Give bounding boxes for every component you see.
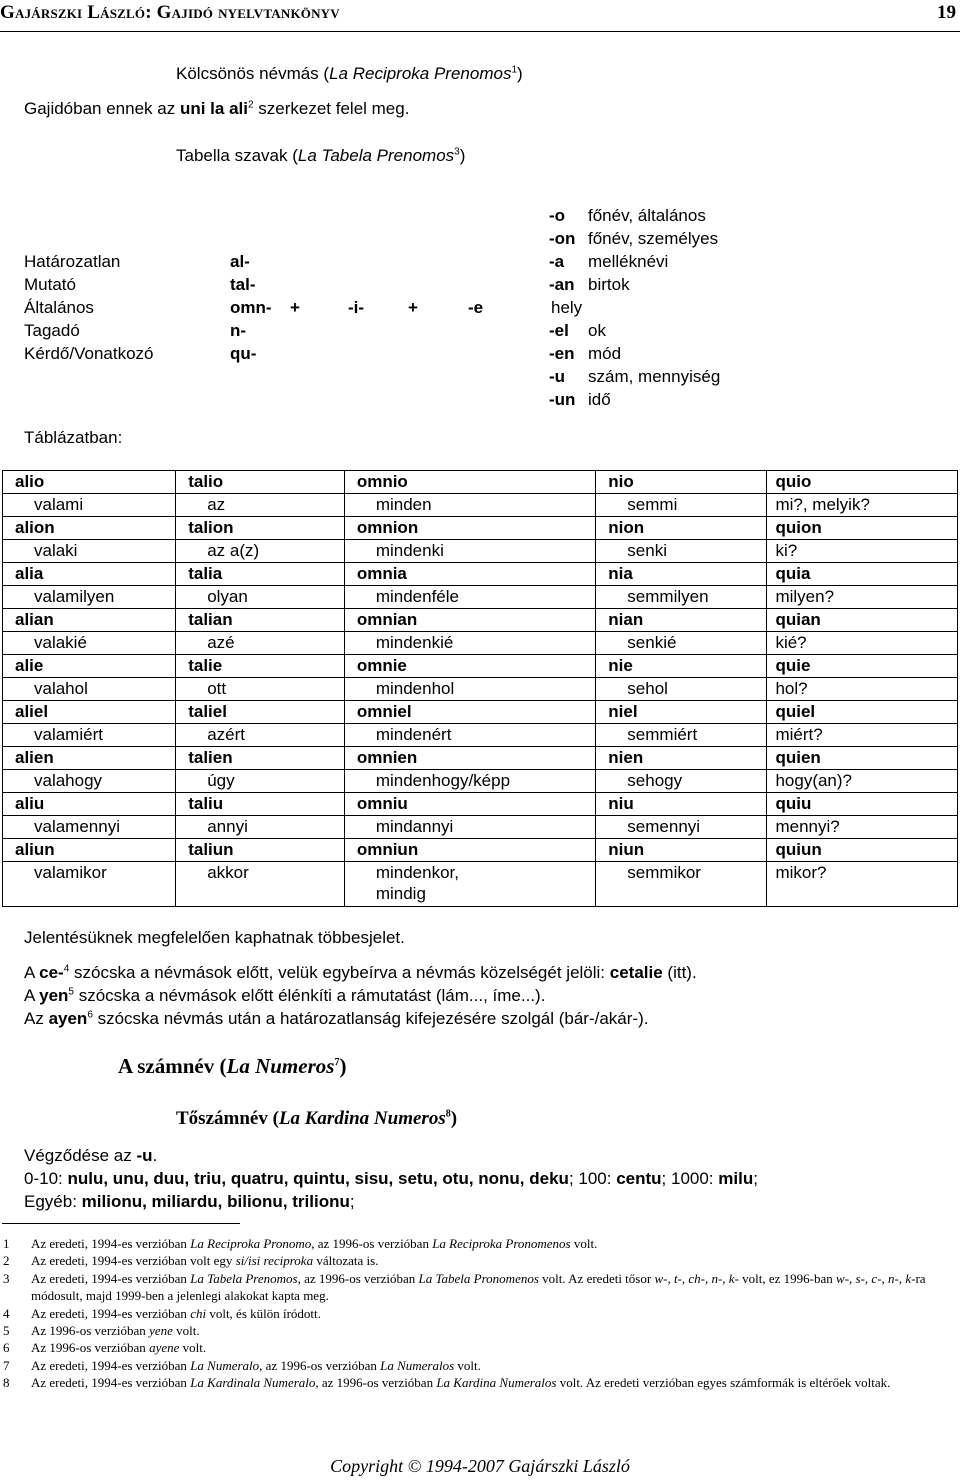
table-cell: quiun xyxy=(767,839,958,862)
heading-text: A számnév ( xyxy=(118,1054,227,1078)
table-cell: semennyi xyxy=(596,816,767,839)
suffix: -an xyxy=(549,275,575,294)
ayen-note xyxy=(24,1009,648,1029)
table-cell: mindenféle xyxy=(344,586,595,609)
table-row xyxy=(3,793,958,816)
footnote-number: 1 xyxy=(3,1236,10,1251)
table-cell: ott xyxy=(176,678,345,701)
table-cell: semmilyen xyxy=(596,586,767,609)
table-cell: quia xyxy=(767,563,958,586)
table-cell: alio xyxy=(3,471,176,494)
table-cell: niun xyxy=(596,839,767,862)
footnote-ref: 6 xyxy=(87,1009,93,1021)
table-cell: nio xyxy=(596,471,767,494)
footnote-ref: 4 xyxy=(63,963,70,975)
plural-note: Jelentésüknek megfelelően kaphatnak többesjelet. xyxy=(24,928,405,947)
table-cell: mindenhol xyxy=(344,678,595,701)
prefix: al- xyxy=(230,252,250,271)
table-row xyxy=(3,724,958,747)
footnote-number: 2 xyxy=(3,1253,10,1269)
table-cell: omnian xyxy=(344,609,595,632)
suffix-meaning: hely xyxy=(551,298,583,317)
suffix-meaning: melléknévi xyxy=(588,252,669,271)
suffix: -o xyxy=(549,206,566,225)
category-label: Határozatlan xyxy=(24,252,121,271)
table-cell: niel xyxy=(596,701,767,724)
table-cell: senkié xyxy=(596,632,767,655)
table-cell: semmi xyxy=(596,494,767,517)
table-row xyxy=(3,816,958,839)
table-cell: nion xyxy=(596,517,767,540)
text: Az xyxy=(24,1009,49,1028)
table-cell: omniu xyxy=(344,793,595,816)
prefix: n- xyxy=(230,321,247,340)
footnote-italic: La Tabela Pronomenos xyxy=(418,1270,539,1286)
heading-text: ) xyxy=(517,64,523,83)
footnote-italic: si/isi reciproka xyxy=(235,1253,314,1269)
footnote-italic: yene xyxy=(149,1323,173,1339)
heading-text: ) xyxy=(450,1108,458,1129)
footnote-text: volt, ez 1996-ban xyxy=(738,1270,837,1286)
table-row xyxy=(3,678,958,701)
footnote-italic: La Numeralo xyxy=(190,1357,260,1373)
text: . xyxy=(152,1146,158,1165)
table-cell: mindenki xyxy=(344,540,595,563)
bold-term: nulu, unu, duu, triu, quatru, quintu, sisu, setu, otu, nonu, deku xyxy=(67,1169,569,1188)
text: Egyéb: xyxy=(24,1192,82,1211)
table-cell: annyi xyxy=(176,816,345,839)
suffix-meaning: birtok xyxy=(588,275,630,294)
table-cell: mi?, melyik? xyxy=(767,494,958,517)
text: 0-10: xyxy=(24,1169,68,1188)
footnote-text: változata is. xyxy=(313,1253,379,1269)
footnote-text: volt. xyxy=(179,1340,207,1356)
footnote xyxy=(0,1357,958,1374)
text: ; 100: xyxy=(568,1169,617,1188)
footnotes xyxy=(0,1235,958,1392)
table-cell: mindannyi xyxy=(344,816,595,839)
section-heading xyxy=(118,1054,346,1079)
table-cell: quion xyxy=(767,517,958,540)
footnote-italic: La Reciproka Pronomo xyxy=(190,1236,312,1251)
heading-text: ) xyxy=(339,1054,347,1078)
suffix-meaning: főnév, személyes xyxy=(588,229,719,248)
footnote-text: Az eredeti, 1994-es verzióban xyxy=(31,1375,191,1391)
table-cell: sehogy xyxy=(596,770,767,793)
text: (itt). xyxy=(662,963,697,982)
text: szerkezet felel meg. xyxy=(253,99,410,118)
suffix-meaning: főnév, általános xyxy=(588,206,706,225)
table-cell: nian xyxy=(596,609,767,632)
text: ; 1000: xyxy=(661,1169,719,1188)
footnote-text: volt. Az eredeti verzióban egyes számformák is eltérőek voltak. xyxy=(556,1375,891,1391)
table-cell: alian xyxy=(3,609,176,632)
table-cell: hogy(an)? xyxy=(767,770,958,793)
footnote xyxy=(0,1322,958,1339)
reciproca-line xyxy=(24,99,409,119)
bold-term: milu xyxy=(718,1169,754,1188)
table-cell: talien xyxy=(176,747,345,770)
footnote-ref: 3 xyxy=(454,146,460,158)
suffix-meaning: mód xyxy=(588,344,622,363)
ce-note xyxy=(24,963,697,983)
large-numbers-line xyxy=(24,1192,355,1212)
footnote-italic: La Kardina Numeralos xyxy=(436,1375,557,1391)
prefix: qu- xyxy=(230,344,257,363)
suffix: -on xyxy=(549,229,576,248)
table-cell: azért xyxy=(176,724,345,747)
footnote-italic: La Kardinala Numeralo xyxy=(190,1375,316,1391)
footnote-text: , az 1996-os verzióban xyxy=(311,1236,433,1251)
table-cell: quio xyxy=(767,471,958,494)
table-cell: omniel xyxy=(344,701,595,724)
category-label: Tagadó xyxy=(24,321,80,340)
table-cell: quien xyxy=(767,747,958,770)
table-row xyxy=(3,471,958,494)
heading-text: Kölcsönös névmás ( xyxy=(176,64,330,83)
table-cell: aliun xyxy=(3,839,176,862)
table-cell: talio xyxy=(176,471,345,494)
footnote-number: 7 xyxy=(3,1357,10,1373)
table-cell: valamilyen xyxy=(3,586,176,609)
footnote-text: volt, és külön íródott. xyxy=(206,1305,321,1321)
table-cell: omnia xyxy=(344,563,595,586)
category-label: Általános xyxy=(24,298,94,317)
footnote-text: ra módosult, majd 1999-ben a jelenlegi alakokat kapta meg. xyxy=(31,1270,926,1304)
footnote-text: Az eredeti, 1994-es verzióban xyxy=(31,1236,191,1251)
table-cell: miért? xyxy=(767,724,958,747)
ending-line xyxy=(24,1146,157,1166)
table-row xyxy=(3,655,958,678)
table-row xyxy=(3,563,958,586)
table-cell: omnion xyxy=(344,517,595,540)
table-cell: talie xyxy=(176,655,345,678)
bold-term: ce- xyxy=(39,963,64,982)
footnote-italic: La Reciproka Pronomenos xyxy=(432,1236,571,1251)
plus-sign: + xyxy=(290,298,300,317)
footnote xyxy=(0,1252,958,1269)
footnote-text: volt. xyxy=(570,1236,598,1251)
footnote xyxy=(0,1270,958,1305)
footnote-number: 8 xyxy=(3,1375,10,1391)
suffix-meaning: szám, mennyiség xyxy=(588,367,721,386)
table-cell: omnio xyxy=(344,471,595,494)
footnote-number: 3 xyxy=(3,1270,10,1286)
table-cell: quie xyxy=(767,655,958,678)
table-cell: valakié xyxy=(3,632,176,655)
footnote-text: , az 1996-os verzióban xyxy=(259,1357,381,1373)
heading-text: Tőszámnév ( xyxy=(176,1108,279,1129)
table-cell: aliel xyxy=(3,701,176,724)
subsection-heading xyxy=(176,1108,457,1130)
table-row xyxy=(3,609,958,632)
footnote-number: 5 xyxy=(3,1323,10,1339)
heading-italic: La Tabela Prenomos xyxy=(297,146,455,165)
table-cell: mindenért xyxy=(344,724,595,747)
table-cell: omnie xyxy=(344,655,595,678)
suffix-meaning: ok xyxy=(588,321,606,340)
bold-term: milionu, miliardu, bilionu, trilionu xyxy=(81,1192,350,1211)
footnote xyxy=(0,1305,958,1322)
table-cell: olyan xyxy=(176,586,345,609)
table-cell: úgy xyxy=(176,770,345,793)
footnote xyxy=(0,1339,958,1356)
text: Gajidóban ennek az xyxy=(24,99,180,118)
table-cell: akkor xyxy=(176,862,345,907)
heading-text: Tabella szavak ( xyxy=(176,146,298,165)
footnote-italic: La Tabela Prenomos xyxy=(190,1270,298,1286)
table-cell: quiu xyxy=(767,793,958,816)
footnote-text: volt. Az eredeti tősor xyxy=(538,1270,655,1286)
footnote-text: Az eredeti, 1994-es verzióban xyxy=(31,1305,191,1321)
table-row xyxy=(3,747,958,770)
footnote-ref: 7 xyxy=(334,1057,340,1068)
suffix: -el xyxy=(549,321,569,340)
footnote-number: 4 xyxy=(3,1305,10,1321)
category-label: Kérdő/Vonatkozó xyxy=(24,344,154,363)
table-row xyxy=(3,540,958,563)
footnote-text: , az 1996-os verzióban xyxy=(315,1375,437,1391)
table-cell: semmikor xyxy=(596,862,767,907)
reciproca-heading xyxy=(176,64,523,84)
table-cell: nie xyxy=(596,655,767,678)
table-cell: quian xyxy=(767,609,958,632)
table-cell: niu xyxy=(596,793,767,816)
page-header xyxy=(0,0,960,32)
table-cell: kié? xyxy=(767,632,958,655)
pronoun-table xyxy=(2,470,958,907)
category-label: Mutató xyxy=(24,275,76,294)
table-row xyxy=(3,862,958,907)
table-cell: azé xyxy=(176,632,345,655)
table-cell: alien xyxy=(3,747,176,770)
table-cell: omnien xyxy=(344,747,595,770)
heading-italic: La Kardina Numeros xyxy=(278,1108,446,1129)
text: Végződése az xyxy=(24,1146,137,1165)
table-cell: ki? xyxy=(767,540,958,563)
table-cell: valahol xyxy=(3,678,176,701)
table-row xyxy=(3,632,958,655)
table-cell: senki xyxy=(596,540,767,563)
footnote-text: volt. xyxy=(454,1357,481,1373)
text: szócska a névmások előtt, velük egybeírva a névmás közelségét jelöli: xyxy=(69,963,610,982)
bold-term: -u xyxy=(136,1146,153,1165)
bold-term: uni la ali xyxy=(179,99,248,118)
infix: -i- xyxy=(348,298,365,317)
table-cell: minden xyxy=(344,494,595,517)
suffix-meaning: idő xyxy=(588,390,611,409)
table-cell: taliun xyxy=(176,839,345,862)
table-cell: omniun xyxy=(344,839,595,862)
table-cell: mikor? xyxy=(767,862,958,907)
bold-term: cetalie xyxy=(609,963,663,982)
table-cell: nia xyxy=(596,563,767,586)
footnote-italic: w-, t-, ch-, n-, k- xyxy=(654,1270,739,1286)
table-cell: quiel xyxy=(767,701,958,724)
table-cell: valaki xyxy=(3,540,176,563)
table-cell: mennyi? xyxy=(767,816,958,839)
table-cell: az a(z) xyxy=(176,540,345,563)
copyright: Copyright © 1994-2007 Gajárszki László xyxy=(330,1456,630,1476)
table-row xyxy=(3,701,958,724)
table-row xyxy=(3,517,958,540)
prefix: tal- xyxy=(230,275,256,294)
text: A xyxy=(24,963,40,982)
table-cell: hol? xyxy=(767,678,958,701)
tabela-heading xyxy=(176,146,465,166)
footnote-text: Az 1996-os verzióban xyxy=(31,1340,150,1356)
plus-sign: + xyxy=(408,298,418,317)
table-cell: sehol xyxy=(596,678,767,701)
table-cell: taliu xyxy=(176,793,345,816)
table-cell: talian xyxy=(176,609,345,632)
footnote-number: 6 xyxy=(3,1340,10,1356)
table-cell: az xyxy=(176,494,345,517)
table-cell: talia xyxy=(176,563,345,586)
table-cell: mindenkié xyxy=(344,632,595,655)
footnote-ref: 8 xyxy=(445,1108,451,1120)
heading-italic: La Reciproka Prenomos xyxy=(329,64,512,83)
footnote-ref: 5 xyxy=(68,986,74,998)
footnote xyxy=(0,1235,958,1252)
footnote-italic: chi xyxy=(190,1305,207,1321)
page-number: 19 xyxy=(937,2,956,23)
table-row xyxy=(3,770,958,793)
text: ; xyxy=(753,1169,758,1188)
heading-text: ) xyxy=(459,146,466,165)
numbers-line xyxy=(24,1169,758,1189)
table-cell: talion xyxy=(176,517,345,540)
text: szócska névmás után a határozatlanság kifejezésére szolgál (bár-/akár-). xyxy=(92,1009,649,1028)
text: szócska a névmások előtt élénkíti a rámutatást (lám..., íme...). xyxy=(73,986,546,1005)
table-cell: taliel xyxy=(176,701,345,724)
table-cell: valamiért xyxy=(3,724,176,747)
prefix: omn- xyxy=(230,298,272,317)
yen-note xyxy=(24,986,545,1006)
footnote-text: Az eredeti, 1994-es verzióban xyxy=(31,1270,191,1286)
table-row xyxy=(3,494,958,517)
footnote-italic: w-, s-, c-, n-, k- xyxy=(836,1270,916,1286)
footnote-italic: ayene xyxy=(149,1340,180,1356)
footnote-text: , az 1996-os verzióban xyxy=(297,1270,419,1286)
table-cell: aliu xyxy=(3,793,176,816)
table-cell: mindenhogy/képp xyxy=(344,770,595,793)
table-cell: valahogy xyxy=(3,770,176,793)
footnote-ref: 2 xyxy=(247,99,254,111)
table-label: Táblázatban: xyxy=(24,428,123,447)
table-row xyxy=(3,586,958,609)
footnote-text: Az 1996-os verzióban xyxy=(31,1323,150,1339)
heading-italic: La Numeros xyxy=(226,1054,335,1078)
footnote-ref: 1 xyxy=(511,64,518,76)
suffix: -a xyxy=(549,252,565,271)
bold-term: yen xyxy=(39,986,69,1005)
suffix: -u xyxy=(549,367,566,386)
table-row xyxy=(3,839,958,862)
footnote-text: Az eredeti, 1994-es verzióban volt egy xyxy=(31,1253,236,1269)
e-element: -e xyxy=(468,298,484,317)
table-cell: valami xyxy=(3,494,176,517)
table-cell: alia xyxy=(3,563,176,586)
table-cell: alion xyxy=(3,517,176,540)
footnote-text: volt. xyxy=(172,1323,200,1339)
footnote xyxy=(0,1374,958,1391)
footnote-divider xyxy=(2,1223,240,1224)
bold-term: ayen xyxy=(48,1009,88,1028)
table-cell: mindenkor, mindig xyxy=(344,862,595,907)
text: A xyxy=(24,986,40,1005)
running-title: Gajárszki László: Gajidó nyelvtankönyv xyxy=(0,2,340,23)
table-cell: semmiért xyxy=(596,724,767,747)
pronoun-table-body xyxy=(3,471,958,907)
suffix: -un xyxy=(549,390,576,409)
table-cell: milyen? xyxy=(767,586,958,609)
footnote-italic: La Numeralos xyxy=(380,1357,455,1373)
footnote-text: Az eredeti, 1994-es verzióban xyxy=(31,1357,191,1373)
suffix: -en xyxy=(549,344,575,363)
bold-term: centu xyxy=(616,1169,662,1188)
table-cell: nien xyxy=(596,747,767,770)
table-cell: alie xyxy=(3,655,176,678)
table-cell: valamikor xyxy=(3,862,176,907)
text: ; xyxy=(349,1192,355,1211)
table-cell: valamennyi xyxy=(3,816,176,839)
